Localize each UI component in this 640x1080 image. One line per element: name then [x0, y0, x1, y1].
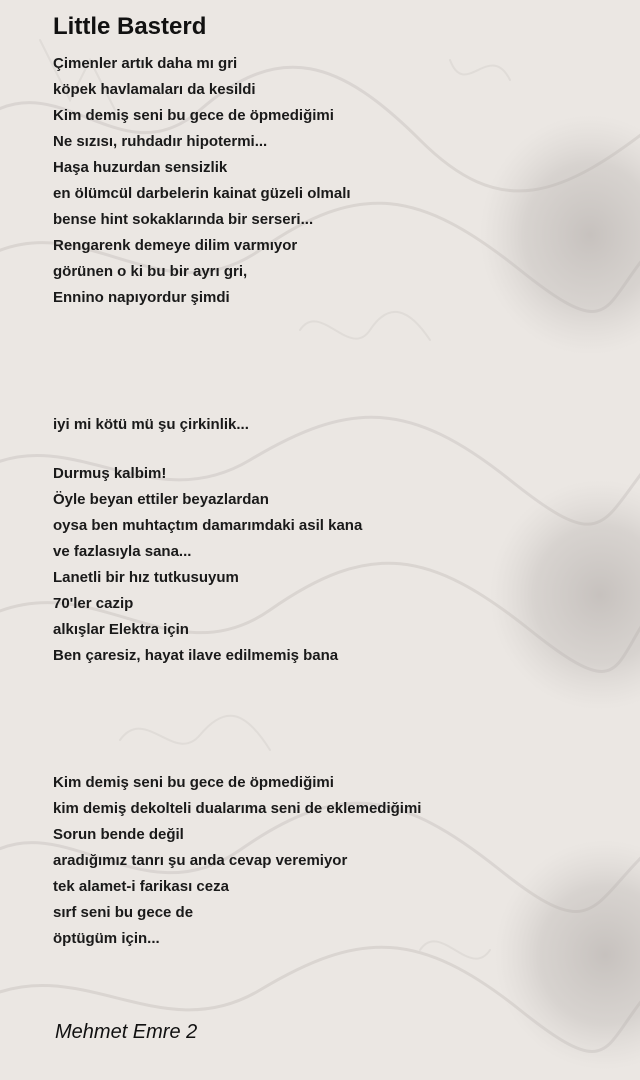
stanza-2	[53, 412, 613, 438]
poem-line: bense hint sokaklarında bir serseri...	[53, 211, 314, 228]
poem-line: aradığımız tanrı şu anda cevap veremiyor	[53, 852, 348, 869]
poem-line: Ne sızısı, ruhdadır hipotermi...	[53, 133, 268, 150]
poem-line: oysa ben muhtaçtım damarımdaki asil kana	[53, 517, 363, 534]
poem-line: öptügüm için...	[53, 930, 160, 947]
stanza-3	[53, 461, 613, 669]
poem-line: Rengarenk demeye dilim varmıyor	[53, 237, 298, 254]
poem-line: Kim demiş seni bu gece de öpmediğimi	[53, 107, 334, 124]
poem-line: Çimenler artık daha mı gri	[53, 55, 238, 72]
poem-line: Öyle beyan ettiler beyazlardan	[53, 491, 269, 508]
poem-line: Ennino napıyordur şimdi	[53, 289, 230, 306]
poem-title: Little Basterd	[53, 13, 207, 40]
poem-line: Sorun bende değil	[53, 826, 184, 843]
poem-line: kim demiş dekolteli dualarıma seni de eklemediğimi	[53, 800, 422, 817]
poem-line: alkışlar Elektra için	[53, 621, 189, 638]
stanza-1	[53, 51, 613, 311]
poem-container	[53, 12, 613, 952]
poem-line: Lanetli bir hız tutkusuyum	[53, 569, 239, 586]
poem-line: sırf seni bu gece de	[53, 904, 194, 921]
poem-author: Mehmet Emre 2	[55, 1021, 198, 1043]
poem-line: köpek havlamaları da kesildi	[53, 81, 256, 98]
poem-line: 70'ler cazip	[53, 595, 134, 612]
poem-line: ve fazlasıyla sana...	[53, 543, 192, 560]
poem-line: görünen o ki bu bir ayrı gri,	[53, 263, 248, 280]
poem-line: Kim demiş seni bu gece de öpmediğimi	[53, 774, 334, 791]
poem-line: Haşa huzurdan sensizlik	[53, 159, 228, 176]
poem-line: Durmuş kalbim!	[53, 465, 167, 482]
poem-line: iyi mi kötü mü şu çirkinlik...	[53, 416, 249, 433]
poem-line: en ölümcül darbelerin kainat güzeli olmalı	[53, 185, 351, 202]
poem-line: tek alamet-i farikası ceza	[53, 878, 229, 895]
poem-line: Ben çaresiz, hayat ilave edilmemiş bana	[53, 647, 339, 664]
stanza-4	[53, 770, 613, 952]
